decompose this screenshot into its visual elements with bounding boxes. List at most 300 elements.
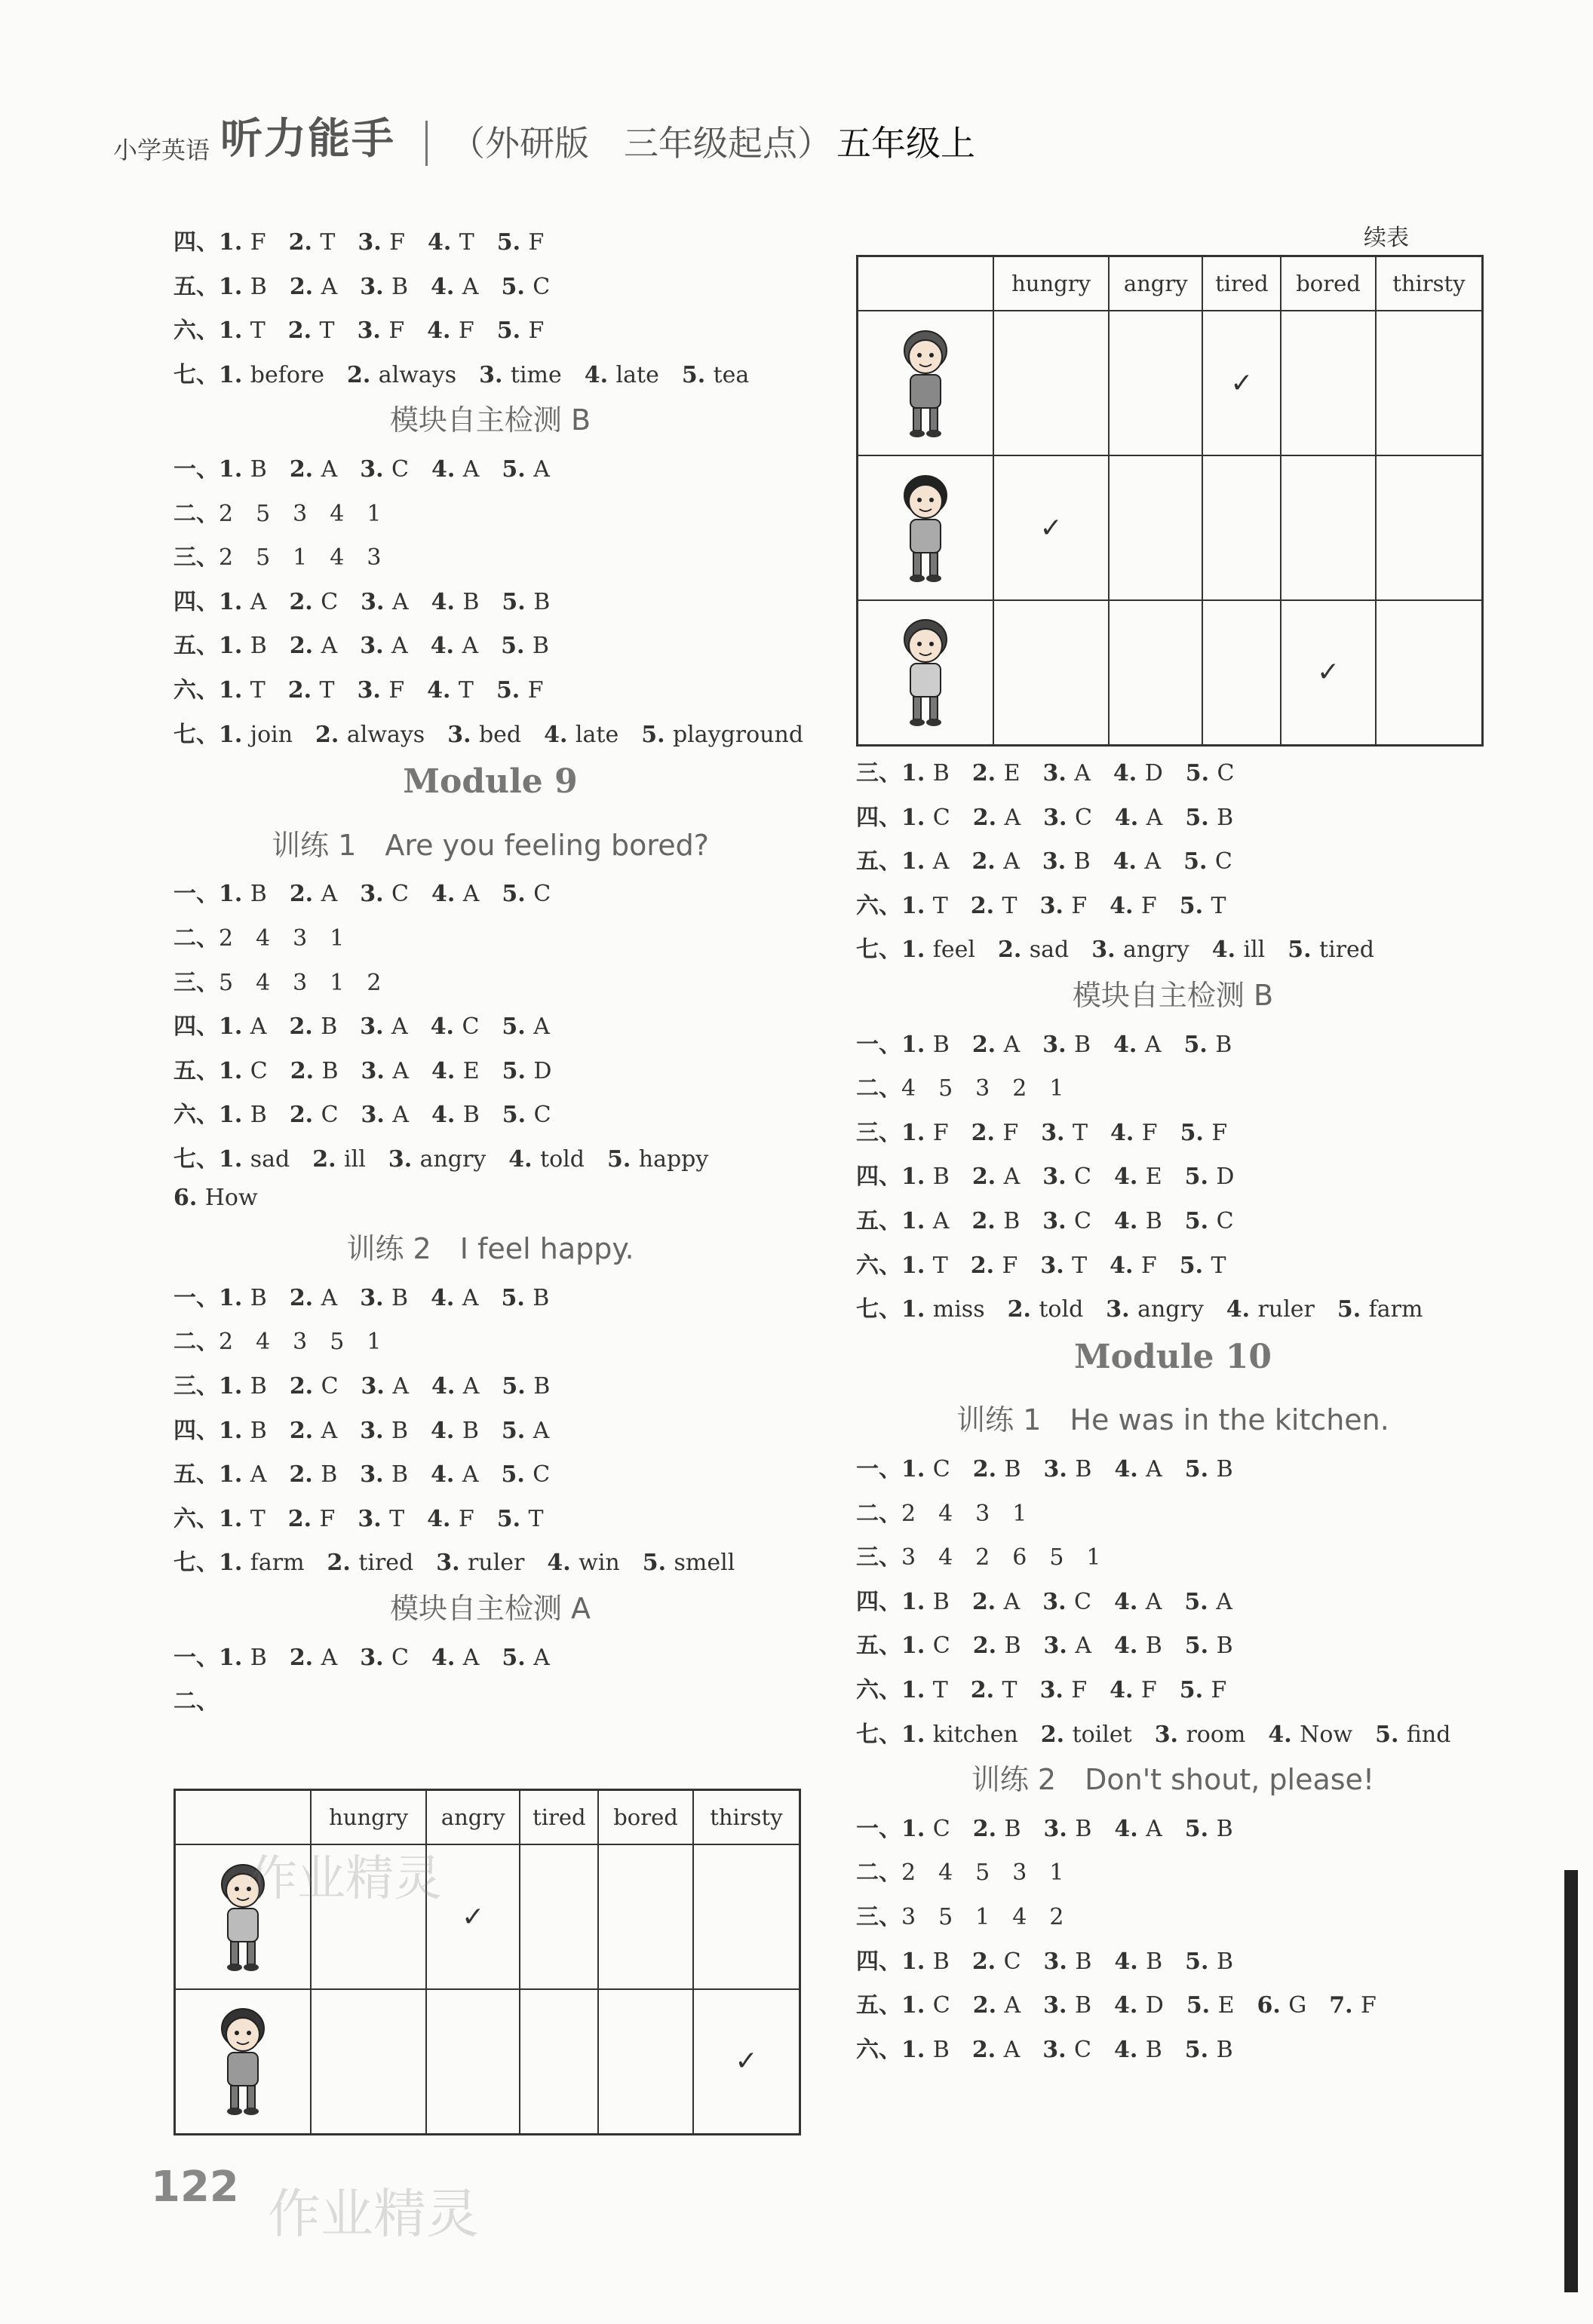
item-number: 2. [327,1550,359,1577]
answer-line [173,1412,572,1445]
table-header-row [858,256,1483,311]
answer-value: A [1004,804,1021,831]
answer-value: T [250,317,266,345]
section-title: 模块自主检测 A [389,1592,591,1625]
answer-value: T [459,229,474,256]
item-number: 2. [289,1461,321,1489]
answer-line [173,1367,572,1400]
item-number: 1. [901,1815,933,1842]
item-number: 4. [1113,1633,1146,1660]
answer-value: E [1003,760,1021,786]
section-title: 模块自主检测 B [389,403,591,437]
question-number: 五、 [856,1633,901,1660]
section-title: 训练 1 He was in the kitchen. [956,1403,1389,1437]
question-number: 六、 [856,1677,901,1703]
answer-cell [1202,455,1281,600]
item-number: 5. [1184,2036,1217,2063]
sequence-answer: 2 4 5 3 1 [901,1860,1064,1887]
answer-value: B [1075,1456,1092,1482]
question-number: 一、 [856,1815,901,1842]
answer-value: B [1216,1815,1233,1842]
item-number: 5. [1337,1296,1369,1323]
answer-value: T [932,1252,948,1279]
answer-value: B [533,588,551,615]
answer-line [856,1898,1064,1931]
answer-line [173,311,566,345]
answer-value: B [1074,1992,1091,2019]
answer-value: F [1360,1992,1377,2019]
item-number: 5. [496,1505,529,1532]
item-number: 4. [431,1284,462,1311]
answer-value: T [1002,892,1017,919]
item-number: 1. [219,1013,250,1041]
answer-value: ill [344,1146,366,1173]
item-number: 3. [479,361,511,388]
item-number: 5. [1185,1948,1217,1975]
item-number: 2. [971,1588,1004,1615]
item-number: 1. [219,881,250,908]
answer-value: F [1140,1677,1157,1703]
answer-value: B [1003,1208,1021,1234]
emotion-column-header: angry [426,1790,520,1845]
item-number: 3. [360,1417,392,1444]
answer-line [173,627,572,660]
answer-value: A [533,456,550,483]
emotion-column-header: bored [598,1790,693,1845]
item-number: 1. [901,1031,933,1058]
answer-value: B [1004,1633,1021,1660]
item-number: 2. [971,1948,1004,1975]
answer-value: A [932,848,950,875]
item-number: 4. [431,881,463,908]
answer-value: C [1074,1164,1091,1191]
question-number: 五、 [856,1208,901,1234]
answer-value: F [1211,1677,1227,1703]
item-number: 2. [289,1013,321,1041]
emotion-table-continued [856,255,1484,747]
item-number: 5. [496,317,529,345]
answer-value: F [1140,1252,1157,1279]
item-number: 3. [1043,1948,1076,1975]
answer-line [856,2031,1256,2064]
item-number: 4. [431,588,463,615]
answer-value: B [1004,1456,1021,1482]
answer-value: T [932,1677,948,1703]
item-number: 2. [972,1456,1005,1482]
item-number: 4. [1113,2036,1146,2063]
answer-value: A [321,1417,338,1444]
answer-value: told [540,1146,585,1173]
question-number: 五、 [173,273,219,300]
item-number: 3. [1040,1252,1073,1279]
item-number: 4. [1113,848,1145,875]
question-number: 七、 [173,1550,219,1577]
answer-value: happy [638,1146,709,1173]
answer-line [173,964,381,997]
item-number: 1. [219,721,250,748]
item-number: 3. [360,1644,392,1671]
emotion-column-header: hungry [993,256,1109,311]
answer-value: A [462,1644,480,1671]
item-number: 1. [219,1505,250,1532]
answer-cell [1376,311,1483,455]
answer-value: B [250,1284,267,1311]
answer-line [173,1639,572,1672]
blank-header-cell [858,256,994,311]
item-number: 2. [315,721,347,748]
answer-value: miss [932,1296,985,1323]
answer-value: B [1146,1948,1163,1975]
child-figure-icon [880,609,971,730]
item-number: 2. [971,848,1004,875]
question-number: 四、 [173,1417,219,1444]
answer-value: C [1214,848,1232,875]
answer-value: B [391,1284,409,1311]
answer-value: B [1145,2036,1162,2063]
answer-value: before [250,361,324,388]
answer-line [856,1671,1249,1704]
answer-value: A [462,1284,479,1311]
answer-line [856,1715,1473,1749]
item-number: 1. [901,1119,933,1146]
answer-value: B [1216,1456,1233,1482]
check-mark-icon: ✓ [735,2046,758,2077]
item-number: 2. [971,2036,1004,2063]
answer-value: D [1144,760,1163,786]
answer-cell [693,1989,800,2134]
answer-value: C [932,1992,950,2019]
question-number: 二、 [173,925,219,952]
question-number: 三、 [856,1544,901,1571]
answer-value: C [1074,804,1092,831]
question-number: 五、 [856,848,901,875]
answer-value: A [321,456,338,483]
answer-line [173,1500,566,1533]
check-mark-icon: ✓ [1039,512,1063,544]
answer-cell [993,455,1109,600]
answer-value: B [932,1588,950,1615]
book-edition: （外研版 三年级起点） [450,123,833,164]
question-number: 六、 [173,1102,219,1129]
answer-value: B [1216,1948,1233,1975]
item-number: 4. [427,317,459,345]
answer-value: F [389,229,405,256]
answer-line [856,1202,1257,1235]
item-number: 3. [1041,1119,1073,1146]
blank-header-cell [175,1790,312,1845]
answer-value: B [1217,804,1234,831]
answer-value: A [392,1102,409,1129]
answer-value: join [250,721,293,748]
item-number: 5. [1183,1031,1216,1058]
item-number: 3. [1042,1208,1075,1234]
answer-cell [1109,455,1202,600]
question-number: 三、 [173,544,219,572]
item-number: 4. [431,456,463,483]
answer-value: B [250,1102,267,1129]
answer-value: C [533,881,551,908]
answer-value: F [458,317,474,345]
question-number: 七、 [856,937,901,964]
answer-line [856,1157,1257,1191]
sequence-answer: 2 4 3 1 [219,925,345,952]
answer-value: B [250,1417,267,1444]
answer-value: T [1211,1252,1226,1279]
item-number: 2. [972,1633,1005,1660]
item-number: 4. [1268,1721,1300,1748]
question-number: 二、 [856,1500,901,1527]
question-number: 四、 [173,1013,219,1041]
item-number: 1. [219,1461,250,1489]
item-number: 1. [219,1644,250,1671]
answer-line [173,1682,219,1715]
item-number: 5. [681,361,714,388]
answer-value: C [533,1102,551,1129]
item-number: 4. [431,1057,463,1084]
table-row [858,311,1483,455]
question-number: 五、 [856,1992,901,2019]
question-number: 四、 [173,588,219,615]
answer-cell [598,1844,693,1989]
answer-value: A [1003,1588,1021,1615]
answer-value: late [615,361,659,388]
item-number: 4. [431,1461,462,1489]
question-number: 七、 [856,1721,901,1748]
answer-value: E [1217,1992,1235,2019]
answer-value: F [1071,892,1088,919]
answer-value: B [321,1057,339,1084]
question-number: 七、 [856,1296,901,1323]
item-number: 1. [901,937,933,964]
item-number: 4. [1114,1456,1146,1482]
answer-value: F [1140,892,1157,919]
book-logo: 听力能手 [220,115,396,164]
answer-value: B [321,1461,338,1489]
item-number: 1. [901,1208,933,1234]
question-number: 二、 [856,1075,901,1102]
emotion-column-header: angry [1109,256,1202,311]
item-number: 3. [1043,1633,1076,1660]
item-number: 4. [1114,804,1146,831]
answer-value: feel [932,937,975,964]
item-number: 1. [901,1296,933,1323]
item-number: 2. [1007,1296,1039,1323]
section-title: 模块自主检测 B [1072,979,1274,1012]
answer-line [856,1069,1064,1102]
answer-value: B [250,456,267,483]
item-number: 4. [1110,1119,1142,1146]
item-number: 3. [1043,1992,1075,2019]
item-number: 1. [219,317,250,345]
item-number: 2. [972,804,1005,831]
answer-cell [1109,311,1202,455]
page-edge-shadow [1564,1870,1578,2292]
sequence-answer: 5 4 3 1 2 [219,969,382,996]
figure-cell [858,311,994,455]
section-title: 训练 2 Don't shout, please! [971,1763,1375,1797]
item-number: 1. [219,633,250,660]
answer-value: T [1002,1677,1017,1703]
item-number: 3. [361,588,392,615]
section-title: 训练 2 I feel happy. [346,1232,634,1266]
emotion-column-header: hungry [311,1790,426,1845]
answer-value: C [391,881,409,908]
item-number: 3. [1042,848,1074,875]
answer-line [173,1544,757,1577]
item-number: 1. [219,1146,250,1173]
answer-value: A [1003,1164,1021,1191]
emotion-column-header: thirsty [1376,256,1483,311]
question-number: 六、 [173,1505,219,1532]
answer-value: B [932,1164,950,1191]
emotion-column-header: tired [1202,256,1281,311]
item-number: 5. [1185,804,1217,831]
answer-value: B [391,1461,409,1489]
item-number: 3. [447,721,479,748]
sequence-answer: 3 4 2 6 5 1 [901,1544,1101,1571]
item-number: 5. [501,633,533,660]
answer-value: B [391,273,409,300]
question-number: 三、 [856,760,901,786]
answer-line [173,1007,572,1041]
sequence-answer: 2 4 3 5 1 [219,1329,382,1356]
answer-value: F [1141,1119,1158,1146]
item-number: 5. [1186,1992,1218,2019]
question-number: 一、 [856,1031,901,1058]
answer-value: T [1211,892,1226,919]
item-number: 5. [606,1146,639,1173]
answer-value: farm [250,1550,305,1577]
answer-value: A [533,1644,550,1671]
item-number: 5. [502,1102,534,1129]
question-number: 二、 [173,1329,219,1356]
item-number: 1. [219,588,250,615]
answer-cell [1109,600,1202,745]
answer-value: tea [713,361,750,388]
answer-line [856,799,1256,832]
answer-cell [426,1989,520,2134]
answer-line [173,1096,574,1129]
item-number: 2. [971,1208,1004,1234]
table-header-row [175,1790,800,1845]
answer-value: A [1003,2036,1021,2063]
item-number: 3. [1042,1588,1075,1615]
item-number: 4. [1110,1252,1141,1279]
item-number: 5. [501,1284,533,1311]
item-number: 3. [358,1505,390,1532]
item-number: 3. [358,229,390,256]
answer-cell [1281,311,1376,455]
answer-value: F [1002,1252,1018,1279]
answer-cell [598,1989,693,2134]
item-number: 5. [1184,1164,1217,1191]
item-number: 1. [219,273,250,300]
answer-value: B [1073,848,1091,875]
item-number: 2. [970,1677,1002,1703]
answer-value: B [462,588,480,615]
item-number: 5. [501,1417,533,1444]
answer-value: B [250,1373,267,1400]
answer-value: B [932,760,950,786]
answer-line [856,1810,1256,1843]
item-number: 1. [901,1588,933,1615]
answer-line [173,583,572,616]
item-number: 3. [1042,2036,1075,2063]
answer-line [856,1290,1445,1323]
answer-value: C [391,456,409,483]
item-number: 5. [1183,848,1215,875]
emotion-column-header: thirsty [693,1790,800,1845]
answer-cell [520,1844,598,1989]
answer-value: C [1074,2036,1091,2063]
item-number: 2. [971,1031,1004,1058]
answer-line [173,1323,381,1356]
item-number: 1. [219,1417,250,1444]
item-number: 3. [360,633,392,660]
item-number: 2. [287,1505,320,1532]
answer-line [173,875,573,908]
answer-value: B [462,1417,479,1444]
item-number: 1. [901,1721,933,1748]
table-continued-label: 续表 [1364,225,1409,251]
answer-value: A [1146,804,1163,831]
answer-value: How [204,1184,258,1211]
question-number: 三、 [856,1119,901,1146]
answer-value: A [462,1373,480,1400]
item-number: 2. [289,1373,321,1400]
answer-value: kitchen [932,1721,1018,1748]
answer-line [856,842,1255,875]
emotion-column-header: tired [520,1790,598,1845]
answer-line [856,1495,1027,1528]
answer-value: T [458,677,474,704]
item-number: 3. [1091,937,1124,964]
item-number: 5. [502,881,534,908]
answer-value: angry [1123,937,1189,964]
item-number: 2. [289,273,321,300]
item-number: 2. [1040,1721,1073,1748]
answer-line [173,538,381,572]
answer-value: A [462,633,479,660]
question-number: 四、 [856,1948,901,1975]
page-number: 122 [151,2163,239,2212]
answer-line [856,1538,1101,1571]
module-title: Module 10 [1073,1337,1272,1376]
item-number: 5. [1179,1252,1211,1279]
item-number: 4. [1113,1588,1146,1615]
answer-value: B [1145,1208,1162,1234]
watermark: 作业精灵 [268,2183,479,2245]
answer-value: D [533,1057,552,1084]
item-number: 1. [901,1252,933,1279]
answer-value: A [321,273,338,300]
item-number: 3. [1042,760,1075,786]
item-number: 4. [1113,1031,1145,1058]
answer-value: T [528,1505,544,1532]
item-number: 2. [289,633,321,660]
question-number: 五、 [173,633,219,660]
book-grade: 五年级上 [836,123,976,164]
sequence-answer: 2 4 3 1 [901,1500,1027,1527]
sequence-answer: 3 5 1 4 2 [901,1904,1064,1930]
answer-value: F [388,317,405,345]
answer-line [173,1140,731,1173]
check-mark-icon: ✓ [1316,657,1340,688]
answer-value: A [321,633,338,660]
item-number: 5. [502,1644,534,1671]
answer-value: A [392,1057,409,1084]
answer-value: B [250,633,267,660]
